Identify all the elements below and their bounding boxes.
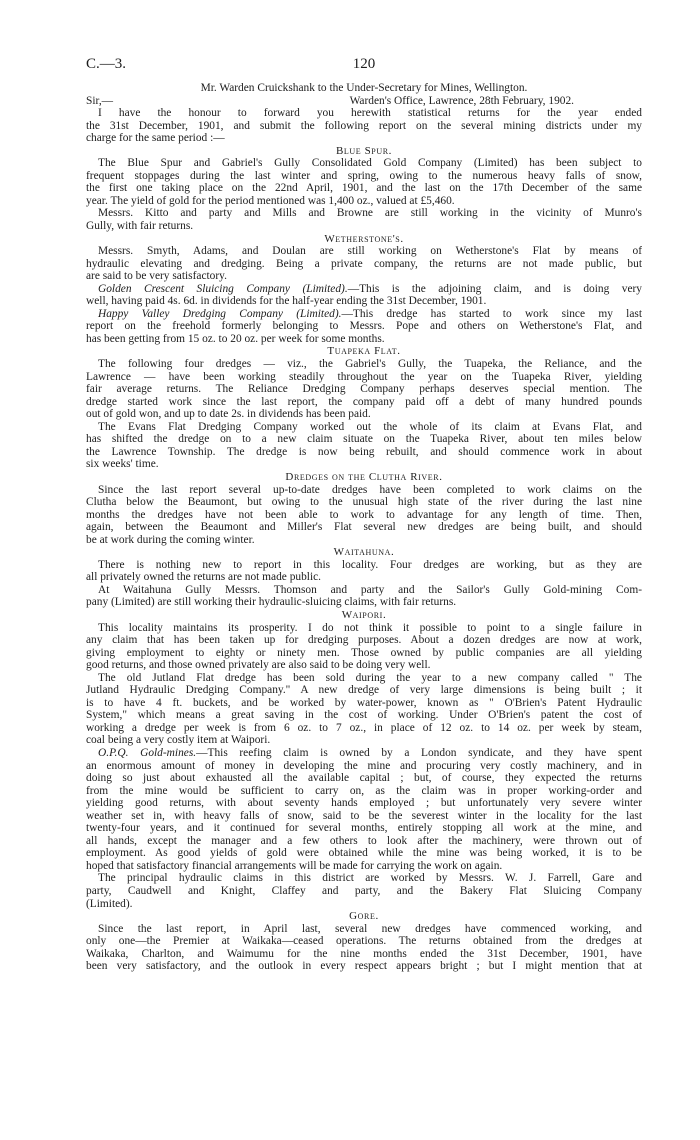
text-line: hoped that satisfactory financial arrangements will be made for carrying the work on again.	[86, 859, 503, 872]
text-line	[86, 747, 642, 760]
section-heading: Waipori.	[341, 608, 387, 621]
text-line: only one—the Premier at Waikaka—ceased operations. The returns obtained from the dredges at	[86, 935, 642, 948]
company-name: Happy Valley Dredging Company (Limited).	[98, 307, 342, 320]
text-line: again, between the Beaumont and Miller's Flat several new dredges are being built, and should	[86, 521, 642, 534]
line-text: —This reefing claim is owned by a London syndicate, and they have spent	[196, 746, 642, 759]
text-line: yielding good returns, with about seventy hands employed ; but unfortunately very severe winter	[86, 797, 642, 810]
text-line: weather set in, with heavy falls of snow, said to be the severest winter in the locality for the last	[86, 809, 642, 822]
text-line	[86, 283, 642, 296]
text-line	[86, 308, 642, 321]
text-line: the 31st December, 1901, and submit the following report on the several mining districts under my	[86, 119, 642, 132]
text-line: frequent stoppages during the last winter and spring, owing to the numerous heavy falls of snow,	[86, 169, 642, 182]
text-line: pany (Limited) are still working their hydraulic-sluicing claims, with fair returns.	[86, 596, 457, 609]
text-line: working a dredge per week is from 6 oz. to 7 oz., in place of 12 oz. to 14 oz. per week by steam,	[86, 721, 642, 734]
text-line: are said to be very satisfactory.	[86, 270, 227, 283]
page-header	[86, 58, 642, 80]
text-line: six weeks' time.	[86, 458, 159, 471]
text-line: Since the last report, in April last, several new dredges have commenced working, and	[98, 922, 642, 935]
document-page	[86, 58, 642, 973]
text-line: employment. As good yields of gold were obtained while the mine was being worked, it is to be	[86, 847, 642, 860]
section-heading: Waitahuna.	[333, 546, 395, 559]
text-line: months the dredges have not been able to work to advantage for any length of time. Then,	[86, 508, 642, 521]
text-line: Lawrence — have been working steadily throughout the year on the Tuapeka River, yielding	[86, 370, 642, 383]
text-line: This locality maintains its prosperity. I do not think it possible to point to a single failure in	[98, 621, 642, 634]
text-line: good returns, and those owned privately are also said to be doing very well.	[86, 659, 431, 672]
text-line: At Waitahuna Gully Messrs. Thomson and party and the Sailor's Gully Gold-mining Com-	[98, 583, 642, 596]
text-line: Waikaka, Charlton, and Waimumu for the nine months ended the 31st December, 1901, have	[86, 947, 642, 960]
text-line: all privately owned the returns are not made public.	[86, 571, 322, 584]
text-line: System," which means a great saving in the cost of working. Under O'Brien's patent the cost of	[86, 709, 642, 722]
text-line: charge for the same period :—	[86, 132, 225, 145]
text-line: dredge started work since the last report, the company paid off a debt of many hundred pounds	[86, 395, 642, 408]
company-name: Golden Crescent Sluicing Company (Limited).	[98, 282, 348, 295]
text-line: hydraulic elevating and dredging. Being a private company, the returns are not made public, but	[86, 257, 642, 270]
text-line: been very satisfactory, and the outlook in every respect appears bright ; but I might mention that at	[86, 960, 642, 973]
text-line: giving employment to eighty or ninety men. Those owned by public companies are all yielding	[86, 646, 642, 659]
text-line: be at work during the coming winter.	[86, 533, 255, 546]
text-line: Messrs. Kitto and party and Mills and Browne are still working in the vicinity of Munro's	[98, 207, 642, 220]
text-line: has been getting from 15 oz. to 20 oz. per week for some months.	[86, 332, 385, 345]
text-line: The Evans Flat Dredging Company worked out the whole of its claim at Evans Flat, and	[98, 420, 642, 433]
text-line: well, having paid 4s. 6d. in dividends for the half-year ending the 31st December, 1901.	[86, 295, 487, 308]
text-line: There is nothing new to report in this locality. Four dredges are working, but as they are	[98, 558, 642, 571]
salutation: Sir,—	[86, 94, 114, 107]
text-line: the Lawrence Township. The dredge is now being rebuilt, and should commence work in about	[86, 445, 642, 458]
text-line: party, Caudwell and Knight, Claffey and party, and the Bakery Flat Sluicing Company	[86, 885, 642, 897]
section-heading: Dredges on the Clutha River.	[285, 470, 443, 483]
salutation-line	[86, 95, 642, 108]
text-line: The principal hydraulic claims in this district are worked by Messrs. W. J. Farrell, Gare and	[98, 872, 642, 885]
text-line: The old Jutland Flat dredge has been sold during the year to a new company called " The	[98, 671, 642, 684]
text-line: Jutland Hydraulic Dredging Company." A new dredge of very large dimensions is being built ; it	[86, 684, 642, 697]
text-line: has shifted the dredge on to a new claim situate on the Tuapeka River, about ten miles below	[86, 433, 642, 446]
text-line: Messrs. Smyth, Adams, and Doulan are still working on Wetherstone's Flat by means of	[98, 245, 642, 258]
text-line: Gully, with fair returns.	[86, 220, 194, 233]
text-line: year. The yield of gold for the period mentioned was 1,400 oz., valued at £5,460.	[86, 194, 455, 207]
text-line: (Limited).	[86, 897, 133, 910]
section-heading: Wetherstone's.	[324, 232, 404, 245]
text-line: doing so just about exhausted all the available capital ; but, of course, they expected the returns	[86, 772, 642, 785]
line-text: —This dredge has started to work since my last	[341, 307, 642, 320]
dateline: Warden's Office, Lawrence, 28th February, 1902.	[349, 94, 574, 107]
section-heading: Gore.	[349, 910, 379, 923]
text-line: The following four dredges — viz., the Gabriel's Gully, the Tuapeka, the Reliance, and the	[98, 358, 642, 371]
text-line: fair average returns. The Reliance Dredging Company perhaps deserves special mention. The	[86, 383, 642, 396]
line-text: —This is the adjoining claim, and is doing very	[347, 282, 642, 295]
text-line: the first one taking place on the 22nd April, 1901, and the last on the 17th December of the same	[86, 182, 642, 195]
text-line: twenty-four years, and it continued for several months, entirely stopping all work at the mine, and	[86, 822, 642, 835]
text-line: Since the last report several up-to-date dredges have been completed to work claims on the	[98, 483, 642, 496]
text-line: report on the freehold formerly belonging to Messrs. Pope and others on Wetherstone's Flat, and	[86, 320, 642, 333]
text-line: any claim that has been taken up for dredging purposes. About a dozen dredges are now at work,	[86, 634, 642, 647]
text-line: an enormous amount of money in developing the mine and procuring very costly machinery, and in	[86, 759, 642, 772]
text-line: coal being a very costly item at Waipori.	[86, 734, 271, 747]
text-line: Clutha below the Beaumont, but owing to the unusual high state of the river during the last nine	[86, 496, 642, 509]
text-line: from the mine would be sufficient to carry on, as the claim was in proper working-order and	[86, 784, 642, 797]
page-number: 120	[352, 56, 376, 72]
section-heading: Tuapeka Flat.	[327, 345, 401, 358]
text-line: is to have 4 ft. buckets, and be worked by water-power, known as " O'Brien's Patent Hydraulic	[86, 696, 642, 709]
text-line: I have the honour to forward you herewith statistical returns for the year ended	[98, 107, 642, 120]
text-line: out of gold won, and up to date 2s. in dividends has been paid.	[86, 408, 371, 421]
text-line: Mr. Warden Cruickshank to the Under-Secretary for Mines, Wellington.	[200, 82, 528, 94]
company-name: O.P.Q. Gold-mines.	[98, 746, 197, 759]
section-heading: Blue Spur.	[335, 144, 393, 157]
document-code: C.—3.	[86, 56, 127, 72]
report-body	[86, 82, 642, 973]
text-line: all hands, except the manager and a few others to look after the machinery, were thrown out of	[86, 834, 642, 847]
text-line: The Blue Spur and Gabriel's Gully Consolidated Gold Company (Limited) has been subject to	[98, 157, 642, 170]
